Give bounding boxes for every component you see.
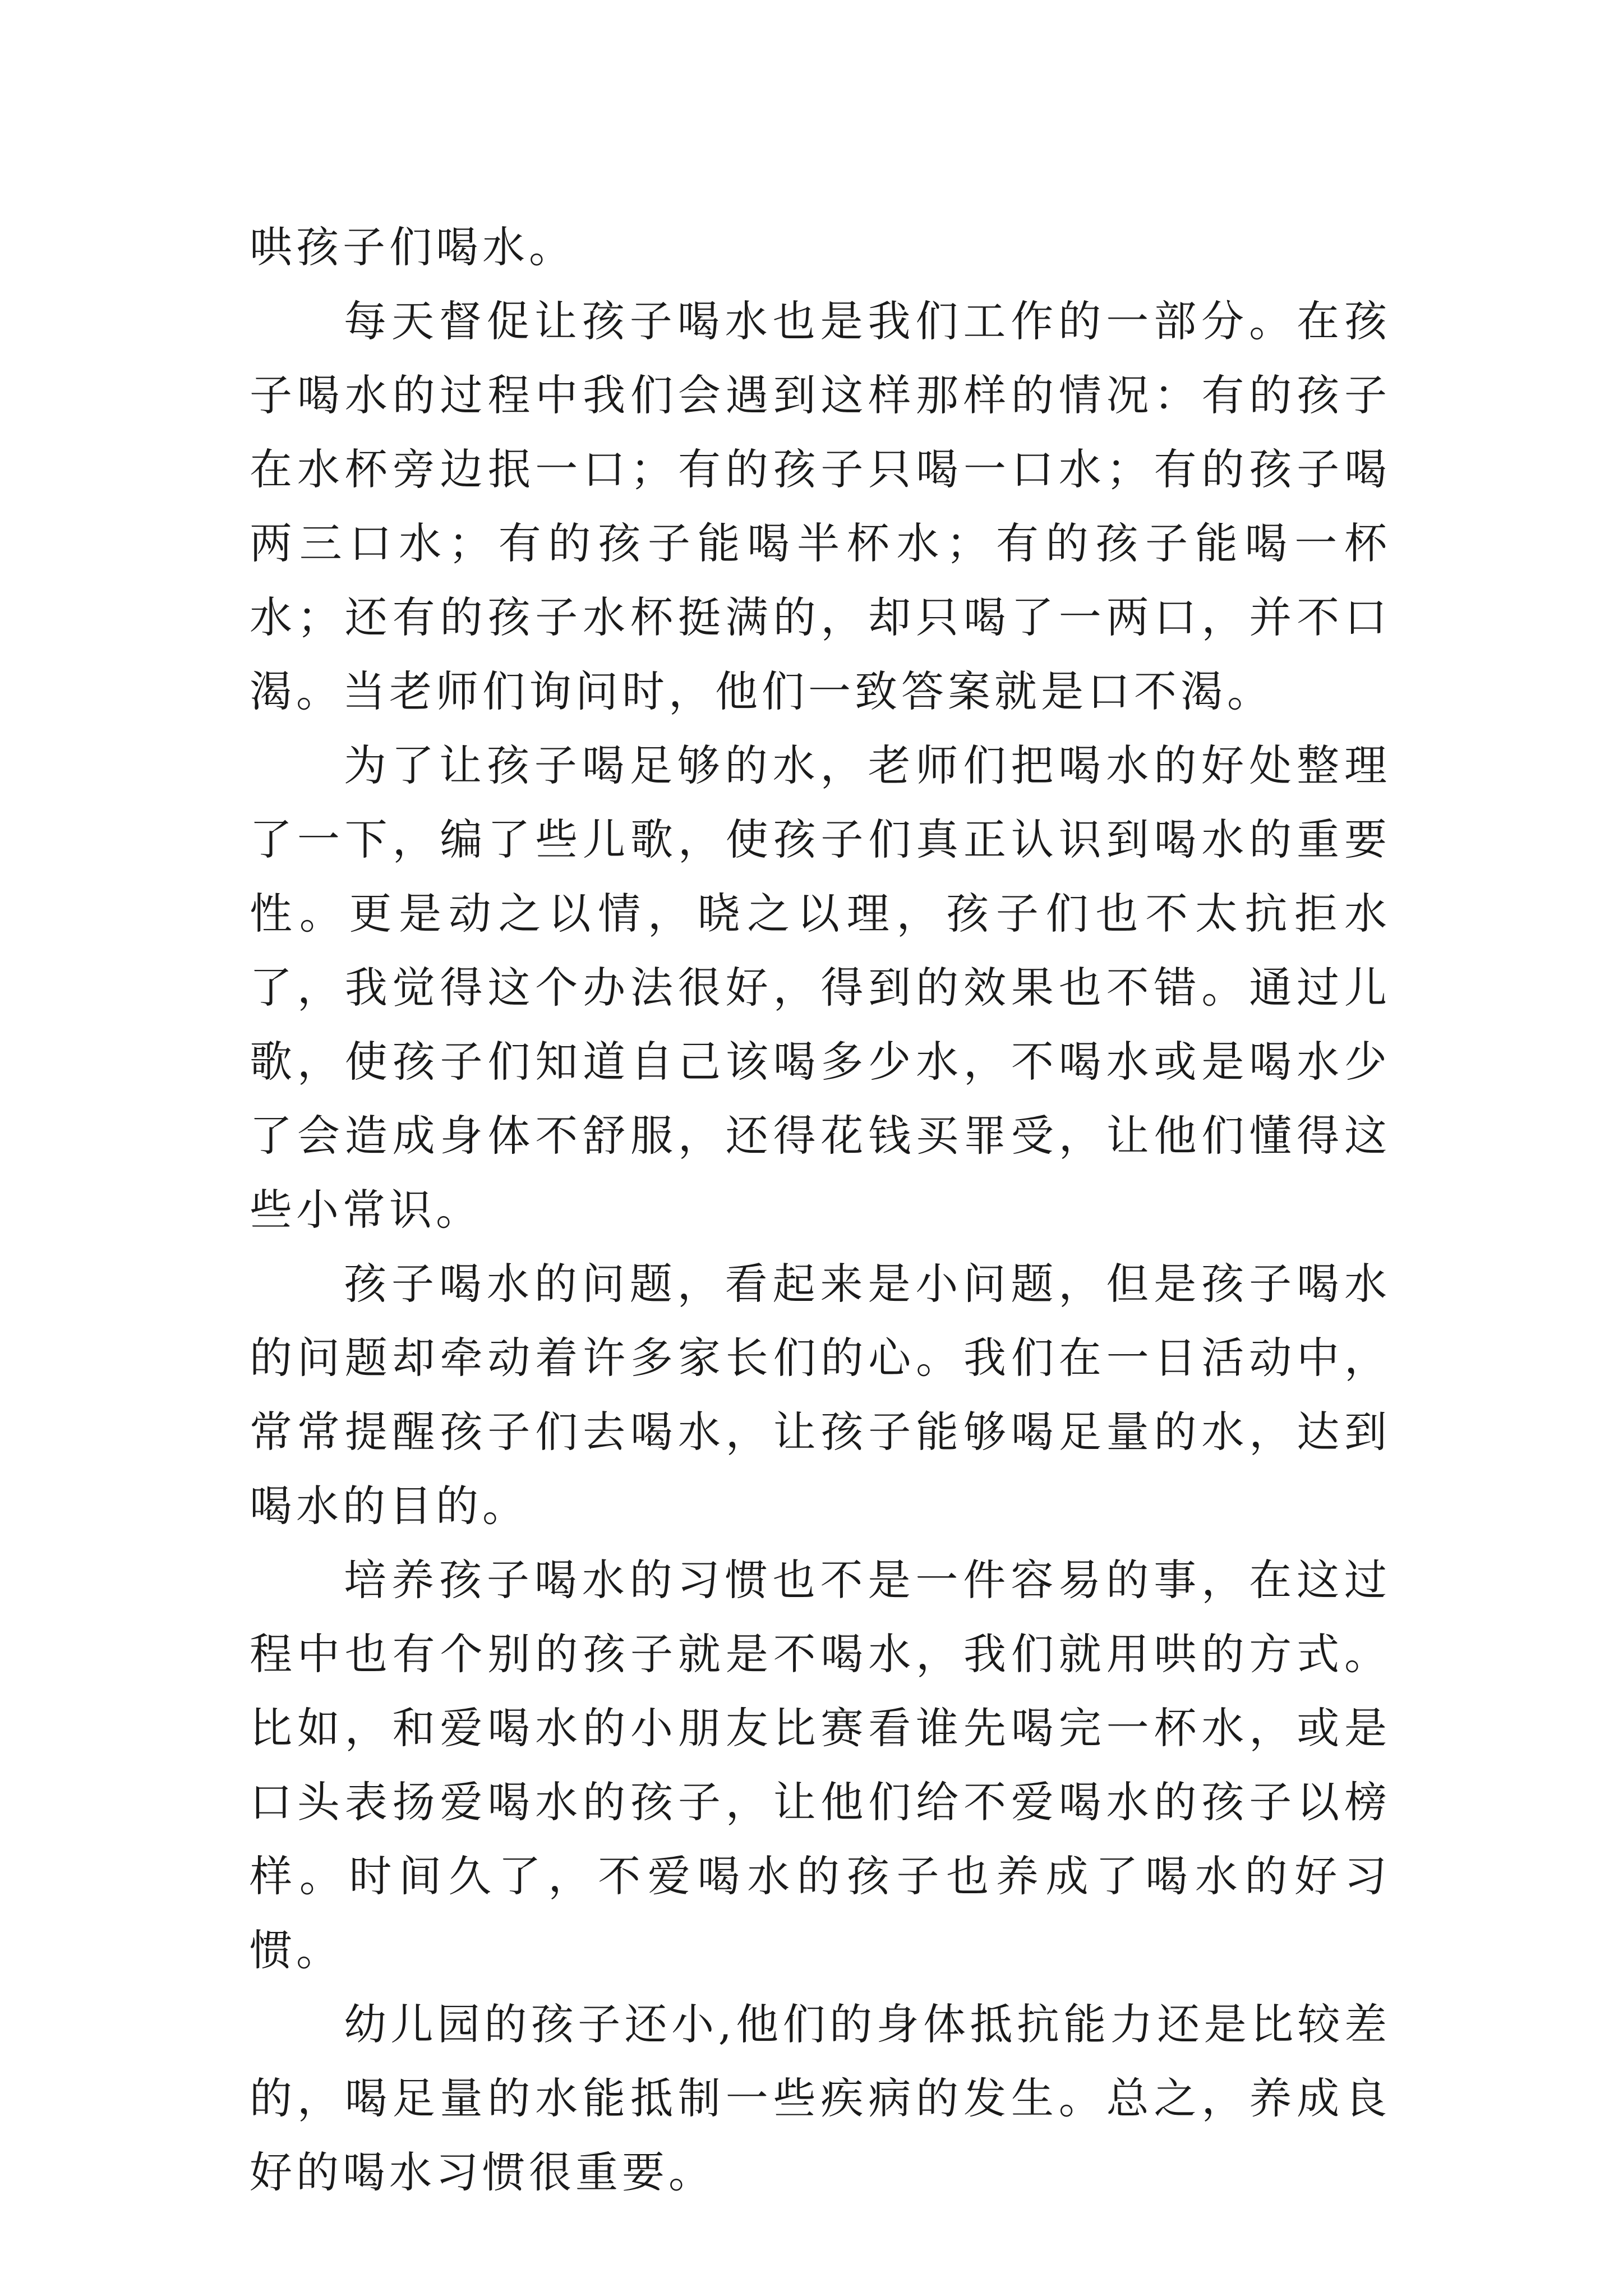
paragraph-6: 幼儿园的孩子还小,他们的身体抵抗能力还是比较差的，喝足量的水能抵制一些疾病的发生。总之，养成良好的喝水习惯很重要。 xyxy=(250,1999,1391,2197)
paragraph-3: 为了让孩子喝足够的水，老师们把喝水的好处整理了一下，编了些儿歌，使孩子们真正认识到喝水的重要性。更是动之以情，晓之以理，孩子们也不太抗拒水了，我觉得这个办法很好，得到的效果也不错。通过儿歌，使孩子们知道自己该喝多少水，不喝水或是喝水少了会造成身体不舒服，还得花钱买罪受，让他们懂得这些小常识。 xyxy=(250,740,1391,1235)
document-body xyxy=(250,210,1391,2210)
paragraph-2: 每天督促让孩子喝水也是我们工作的一部分。在孩子喝水的过程中我们会遇到这样那样的情况：有的孩子在水杯旁边抿一口；有的孩子只喝一口水；有的孩子喝两三口水；有的孩子能喝半杯水；有的孩子能喝一杯水；还有的孩子水杯挺满的，却只喝了一两口，并不口渴。当老师们询问时，他们一致答案就是口不渴。 xyxy=(250,296,1391,716)
paragraph-5: 培养孩子喝水的习惯也不是一件容易的事，在这过程中也有个别的孩子就是不喝水，我们就用哄的方式。比如，和爱喝水的小朋友比赛看谁先喝完一杯水，或是口头表扬爱喝水的孩子，让他们给不爱喝水的孩子以榜样。时间久了，不爱喝水的孩子也养成了喝水的好习惯。 xyxy=(250,1555,1391,1975)
paragraph-4: 孩子喝水的问题，看起来是小问题，但是孩子喝水的问题却牵动着许多家长们的心。我们在一日活动中，常常提醒孩子们去喝水，让孩子能够喝足量的水，达到喝水的目的。 xyxy=(250,1259,1391,1531)
paragraph-1: 哄孩子们喝水。 xyxy=(250,222,575,272)
